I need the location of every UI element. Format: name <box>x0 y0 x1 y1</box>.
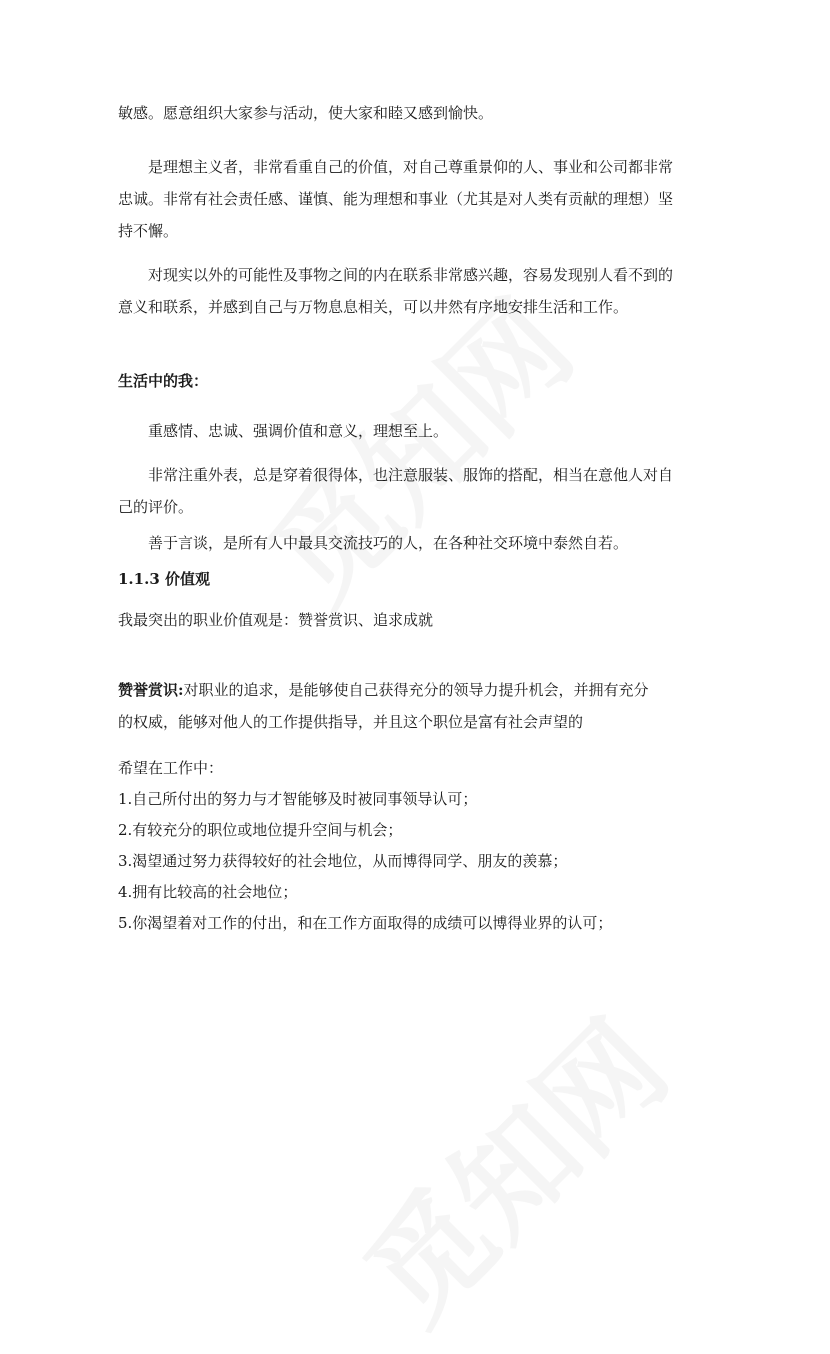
hope-item: 1.自己所付出的努力与才智能够及时被同事领导认可； <box>118 790 478 808</box>
life-item: 非常注重外表，总是穿着很得体，也注意服装、服饰的搭配，相当在意他人对自 <box>148 466 674 484</box>
para-ideal-line-3: 持不懈。 <box>118 222 179 240</box>
values-line: 我最突出的职业价值观是：赞誉赏识、追求成就 <box>118 611 434 629</box>
para-intro: 敏感。愿意组织大家参与活动，使大家和睦又感到愉快。 <box>118 104 494 122</box>
para-reality-line-2: 意义和联系，并感到自己与万物息息相关，可以井然有序地安排生活和工作。 <box>118 298 629 316</box>
watermark-bottom <box>322 978 698 1354</box>
life-heading: 生活中的我： <box>118 372 209 390</box>
praise-line-2: 的权威，能够对他人的工作提供指导，并且这个职位是富有社会声望的 <box>118 713 584 731</box>
praise-text-1: 对职业的追求，是能够使自己获得充分的领导力提升机会，并拥有充分 <box>183 681 649 699</box>
hope-heading: 希望在工作中： <box>118 759 224 777</box>
praise-line-1 <box>118 680 649 700</box>
para-ideal-line-1: 是理想主义者，非常看重自己的价值，对自己尊重景仰的人、事业和公司都非常 <box>148 158 674 176</box>
life-item: 己的评价。 <box>118 498 194 516</box>
hope-item: 2.有较充分的职位或地位提升空间与机会； <box>118 821 403 839</box>
life-item: 善于言谈，是所有人中最具交流技巧的人，在各种社交环境中泰然自若。 <box>148 534 629 552</box>
hope-item: 4.拥有比较高的社会地位； <box>118 883 298 901</box>
para-ideal-line-2: 忠诚。非常有社会责任感、谨慎、能为理想和事业（尤其是对人类有贡献的理想）坚 <box>118 190 674 208</box>
life-item: 重感情、忠诚、强调价值和意义，理想至上。 <box>148 422 449 440</box>
section-heading: 1.1.3 价值观 <box>118 570 210 588</box>
hope-item: 5.你渴望着对工作的付出，和在工作方面取得的成绩可以博得业界的认可； <box>118 914 613 932</box>
hope-item: 3.渴望通过努力获得较好的社会地位，从而博得同学、朋友的羡慕； <box>118 852 568 870</box>
para-reality-line-1: 对现实以外的可能性及事物之间的内在联系非常感兴趣，容易发现别人看不到的 <box>148 266 674 284</box>
praise-label: 赞誉赏识: <box>118 681 184 699</box>
